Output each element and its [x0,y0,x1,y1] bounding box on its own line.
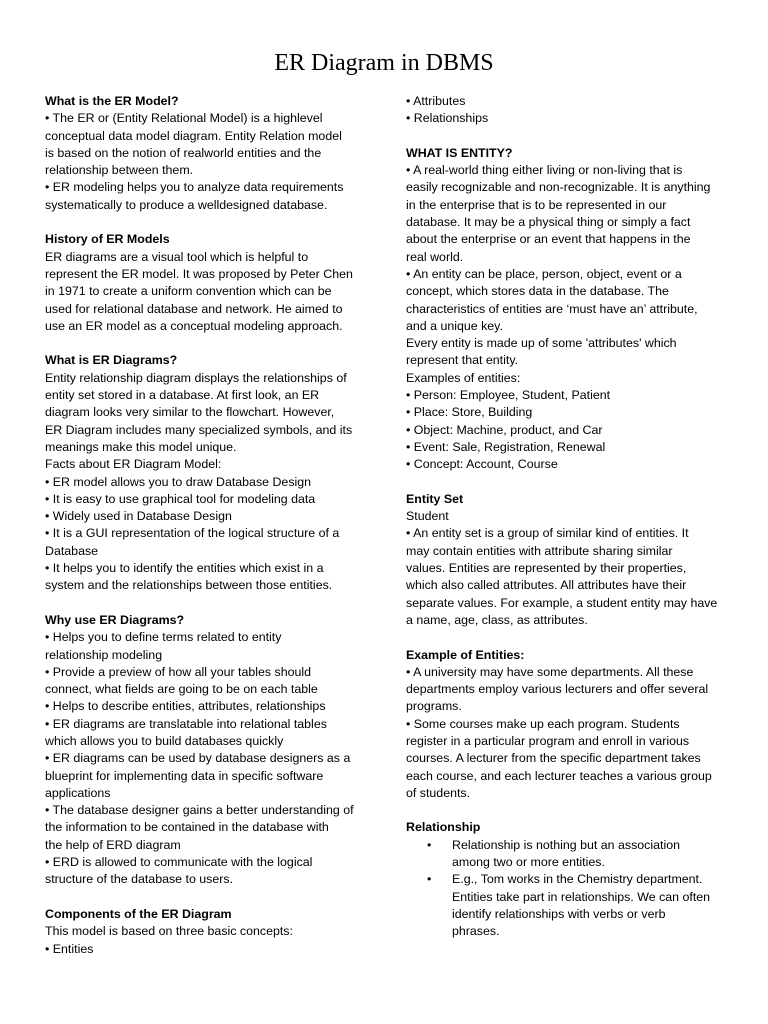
text-line: connect, what fields are going to be on each table [45,682,318,697]
section-body-history [45,249,375,335]
text-line: which also called attributes. All attributes have their [406,578,687,593]
text-line: in the enterprise that is to be represented in our [406,197,667,212]
bullet-icon: • [427,837,432,852]
text-line: • Object: Machine, product, and Car [406,422,603,437]
section-heading-example-of-entities: Example of Entities: [406,647,525,662]
text-line: • It is easy to use graphical tool for modeling data [45,491,316,506]
text-line: meanings make this model unique. [45,439,237,454]
text-line: • An entity can be place, person, object, event or a [406,266,682,281]
section-body-example-of-entities [406,664,736,802]
list-item [406,837,736,872]
text-line: • Some courses make up each program. Students [406,716,680,731]
text-line: blueprint for implementing data in specific software [45,768,324,783]
text-line: use an ER model as a conceptual modeling approach. [45,318,343,333]
text-line: • Concept: Account, Course [406,457,558,472]
text-line: and a unique key. [406,318,503,333]
section-body-components [45,923,375,958]
text-line: relationship modeling [45,647,163,662]
text-line: • Helps to describe entities, attributes, relationships [45,699,326,714]
text-line: • Helps you to define terms related to entity [45,630,282,645]
text-line: identify relationships with verbs or verb [452,906,666,921]
text-line: about the enterprise or an event that happens in the [406,232,691,247]
text-line: conceptual data model diagram. Entity Relation model [45,128,342,143]
text-line: Student [406,509,449,524]
text-line: Database [45,543,99,558]
section-body-what-is-er-model [45,110,375,214]
text-line: represent the ER model. It was proposed by Peter Chen [45,266,353,281]
section-body-what-is-er-diagrams [45,370,375,595]
text-line: systematically to produce a welldesigned database. [45,197,328,212]
text-line: • ER diagrams are translatable into relational tables [45,716,327,731]
text-line: • It is a GUI representation of the logical structure of a [45,526,340,541]
text-line: concept, which stores data in the database. The [406,284,669,299]
text-line: Relationship is nothing but an association [452,837,680,852]
text-line: Examples of entities: [406,370,521,385]
text-line: • An entity set is a group of similar kind of entities. It [406,526,689,541]
text-line: • Attributes [406,94,466,108]
text-line: a name, age, class, as attributes. [406,612,588,627]
text-line: programs. [406,699,462,714]
text-line: • A university may have some departments. All these [406,664,694,679]
text-line: used for relational database and network. He aimed to [45,301,343,316]
text-line: • A real-world thing either living or non-living that is [406,163,683,178]
text-line: • ER modeling helps you to analyze data requirements [45,180,344,195]
section-heading-entity-set: Entity Set [406,491,464,506]
section-body-why-use [45,629,375,888]
text-line: in 1971 to create a uniform convention which can be [45,284,332,299]
text-line: characteristics of entities are ‘must have an’ attribute, [406,301,698,316]
section-heading-what-is-er-diagrams: What is ER Diagrams? [45,353,178,368]
text-line: • Person: Employee, Student, Patient [406,388,611,403]
text-line: • Entities [45,941,94,956]
section-heading-what-is-entity: WHAT IS ENTITY? [406,145,513,160]
text-line: separate values. For example, a student entity may have [406,595,718,610]
text-line: easily recognizable and non-recognizable. It is anything [406,180,711,195]
section-heading-history: History of ER Models [45,232,170,247]
relationship-list [406,837,736,941]
text-line: Entity relationship diagram displays the relationships of [45,370,347,385]
text-line: • Widely used in Database Design [45,509,232,524]
text-line: • ERD is allowed to communicate with the logical [45,855,313,870]
bullet-icon: • [427,872,432,887]
text-line: values. Entities are represented by their properties, [406,561,687,576]
text-line: Entities take part in relationships. We can often [452,889,711,904]
text-line: • Relationships [406,111,489,126]
text-line: • It helps you to identify the entities which exist in a [45,561,324,576]
section-body-entity-set [406,508,736,629]
text-line: the help of ERD diagram [45,837,181,852]
text-line: • Event: Sale, Registration, Renewal [406,439,606,454]
text-line: each course, and each lecturer teaches a various group [406,768,712,783]
text-line: structure of the database to users. [45,872,234,887]
section-heading-relationship: Relationship [406,820,481,835]
section-heading-why-use: Why use ER Diagrams? [45,612,185,627]
text-line: system and the relationships between those entities. [45,578,333,593]
text-line: may contain entities with attribute sharing similar [406,543,673,558]
text-line: which allows you to build databases quickly [45,733,284,748]
text-line: This model is based on three basic concepts: [45,924,293,939]
text-line: entity set stored in a database. At first look, an ER [45,388,320,403]
text-line: real world. [406,249,464,264]
text-line: database. It may be a physical thing or simply a fact [406,215,691,230]
text-line: courses. A lecturer from the specific department takes [406,751,701,766]
section-heading-components: Components of the ER Diagram [45,906,232,921]
right-column [406,93,736,941]
text-line: • ER model allows you to draw Database Design [45,474,312,489]
text-line: applications [45,785,111,800]
text-line: of students. [406,785,471,800]
text-line: among two or more entities. [452,855,605,870]
text-line: phrases. [452,924,500,939]
section-body-components-continued [406,93,736,128]
text-line: relationship between them. [45,163,194,178]
text-line: • Place: Store, Building [406,405,533,420]
left-column [45,93,375,958]
text-line: diagram looks very similar to the flowchart. However, [45,405,335,420]
section-body-what-is-entity [406,162,736,473]
text-line: register in a particular program and enroll in various [406,733,690,748]
text-line: ER diagrams are a visual tool which is helpful to [45,249,309,264]
text-line: Every entity is made up of some 'attributes' which [406,336,677,351]
section-heading-what-is-er-model: What is the ER Model? [45,94,179,108]
list-item [406,871,736,940]
text-line: represent that entity. [406,353,519,368]
text-line: Facts about ER Diagram Model: [45,457,222,472]
text-line: • The ER or (Entity Relational Model) is a highlevel [45,111,323,126]
text-line: • The database designer gains a better understanding of [45,803,354,818]
document-title: ER Diagram in DBMS [274,50,494,76]
text-line: • Provide a preview of how all your tables should [45,664,312,679]
text-line: ER Diagram includes many specialized symbols, and its [45,422,353,437]
text-line: E.g., Tom works in the Chemistry department. [452,872,703,887]
text-line: • ER diagrams can be used by database designers as a [45,751,351,766]
text-line: the information to be contained in the database with [45,820,329,835]
text-line: departments employ various lecturers and offer several [406,682,709,697]
text-line: is based on the notion of realworld entities and the [45,145,322,160]
